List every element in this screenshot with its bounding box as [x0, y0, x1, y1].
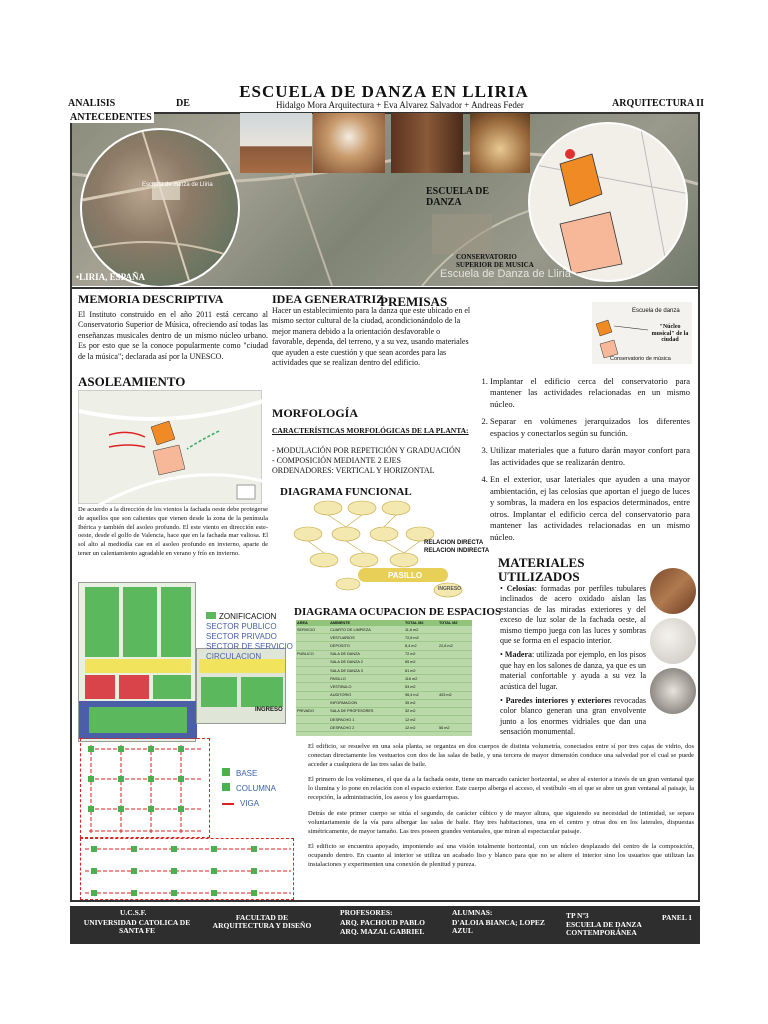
table-cell: 72,6 m2: [404, 634, 438, 642]
structure-legend: [222, 766, 276, 812]
table-cell: 22,8 m2: [438, 642, 472, 650]
table-row: [296, 716, 472, 724]
header-analisis: ANALISIS: [68, 98, 116, 109]
table-cell: [438, 699, 472, 707]
table-cell: [296, 691, 329, 699]
table-row: [296, 642, 472, 650]
table-cell: 53 m2: [404, 683, 438, 691]
header-de: DE: [176, 98, 190, 109]
materiales-title: MATERIALES UTILIZADOS: [498, 555, 585, 584]
table-cell: [296, 666, 329, 674]
table-cell: SALA DE DANZA: [329, 650, 404, 658]
sun-diagram-drawing: [79, 391, 263, 505]
table-header-cell: TOTAL M2: [438, 620, 472, 626]
material-item: • Celosías: formadas por perfiles tubulares inclinados de acero oxidado aíslan las estancias de las miradas exteriores y del exceso de luz solar de la fachada oeste, al mismo tiempo juega con las luces y sombras que se forma en el espacio interior.: [500, 584, 646, 645]
footer: [70, 906, 700, 944]
estructura-text: [308, 742, 694, 869]
premisas-list: [476, 376, 690, 549]
table-row: [296, 691, 472, 699]
header-antecedentes: ANTECEDENTES: [70, 112, 152, 123]
table-cell: 12 m2: [404, 724, 438, 732]
footer-faculty: FACULTAD DE ARQUITECTURA Y DISEÑO: [212, 913, 312, 931]
table-cell: 403 m2: [438, 691, 472, 699]
table-row: [296, 650, 472, 658]
zoning-plan: [78, 582, 196, 742]
premisa-item: 1. Implantar el edificio cerca del conservatorio para mantener las actividades relacionadas en un mismo núcleo.: [490, 376, 690, 410]
table-cell: PUBLICO: [296, 650, 329, 658]
table-cell: DESPACHO 2: [329, 724, 404, 732]
table-cell: [296, 675, 329, 683]
school-label: ESCUELA DE DANZA: [426, 186, 490, 208]
morfologia-item: - MODULACIÓN POR REPETICIÓN Y GRADUACIÓN: [272, 446, 461, 455]
premisa-item: 2. Separar en volúmenes jerarquizados los diferentes espacios y conectarlos según su función.: [490, 416, 690, 439]
header-course: ARQUITECTURA II: [612, 98, 704, 109]
ocupacion-table-body: [296, 626, 472, 732]
table-cell: AUDITORIO: [329, 691, 404, 699]
zoning-plan-drawing: [79, 583, 197, 743]
table-cell: PRIVADO: [296, 707, 329, 715]
table-cell: 8,4 m2: [404, 642, 438, 650]
table-cell: [438, 658, 472, 666]
city-streets: [82, 130, 240, 288]
footer-professor-1: ARQ. PACHOUD PABLO: [340, 918, 425, 927]
zoning-legend-item: SECTOR DE SERVICIO: [206, 642, 293, 651]
table-cell: [296, 634, 329, 642]
table-cell: SALA DE DANZA 2: [329, 658, 404, 666]
page-title: ESCUELA DE DANZA EN LLIRIA: [239, 82, 529, 101]
table-row: [296, 683, 472, 691]
structure-plan-2-drawing: [81, 839, 295, 901]
legend-indirect: RELACION INDIRECTA: [424, 547, 490, 554]
table-row: [296, 658, 472, 666]
table-cell: DESPACHO 1: [329, 716, 404, 724]
material-item: • Madera: utilizada por ejemplo, en los pisos que hay en los salones de danza, ya que es un material confortable y ayuda a su vez la acústica del lugar.: [500, 650, 646, 691]
table-cell: VESTUARIOS: [329, 634, 404, 642]
zoning-legend-item: CIRCULACION: [206, 652, 262, 661]
table-cell: [438, 666, 472, 674]
func-legend: [424, 540, 489, 555]
table-header-cell: TOTAL M2: [404, 620, 438, 626]
memoria-title: MEMORIA DESCRIPTIVA: [78, 292, 224, 306]
table-cell: [438, 634, 472, 642]
table-header-cell: AMBIENTE: [329, 620, 404, 626]
table-cell: 56 m2: [438, 724, 472, 732]
viga-swatch: [222, 803, 234, 805]
zoning-legend-title: ZONIFICACION: [206, 612, 293, 622]
table-row: [296, 675, 472, 683]
morfologia-subtitle: CARACTERÍSTICAS MORFOLÓGICAS DE LA PLANTA:: [272, 426, 469, 435]
estructura-paragraph: El edificio se encuentra apoyado, imponiendo así una visión totalmente horizontal, con un núcleo desplazado del centro de la composición, ocupando dentro. En cuanto al interior se utiliza un acabado liso y blanco para que no se altere el interior sino los usuarios que utilizan las instalaciones y experimenten una conexión de plenitud y pureza.: [308, 842, 694, 869]
asoleamiento-text: De acuerdo a la dirección de los vientos la fachada oeste debe protegerse de aquellos que son calientes que vienen desde la zona de la península Ibérica y también del asoleo profundo. El este viento en dirección este-oeste, desde el golfo de Valencia, hace que en la fachada mar valiosa. El sol alto al mediodía cae en el asoleo profundo en invierno, aparte de tener un calentamiento agradable en verano y frío en invierno.: [78, 506, 268, 557]
ocupacion-table-grid: [296, 620, 472, 732]
premisa-item: 3. Utilizar materiales que a futuro darán mayor confort para las actividades que se realizarán dentro.: [490, 445, 690, 468]
ocupacion-title: DIAGRAMA OCUPACION DE ESPACIOS: [294, 606, 502, 618]
lattice-photo: [313, 113, 385, 173]
footer-professor-2: ARQ. MAZAL GABRIEL: [340, 927, 425, 936]
table-cell: [296, 658, 329, 666]
footer-students-label: ALUMNAS:: [452, 908, 493, 917]
sun-diagram: [78, 390, 262, 504]
table-cell: 116 m2: [404, 675, 438, 683]
table-cell: PASILLO: [329, 675, 404, 683]
estructura-paragraph: El primero de los volúmenes, el que da a la fachada oeste, tiene un marcado carácter horizontal, se abre al exterior a través de un gran ventanal que lo ilumina y lo pone en relación con el espacio exterior. Este cuerpo alberga el acceso, el vestíbulo -en el que se abre un gran ventanal al paisaje, la recepción, la administración, los aseos y los guardarropas.: [308, 776, 694, 802]
ocupacion-table: [296, 620, 472, 736]
table-cell: 12 m2: [404, 716, 438, 724]
circle-caption: Escuela de danza de Llíria: [142, 182, 213, 188]
morfologia-title: MORFOLOGÍA: [272, 406, 358, 420]
table-cell: 81 m2: [404, 666, 438, 674]
table-row: [296, 634, 472, 642]
inset-conservatory-label: Conservatorio de música: [610, 356, 671, 362]
table-cell: [438, 683, 472, 691]
legend-direct: RELACION DIRECTA: [424, 540, 484, 546]
table-cell: [438, 675, 472, 683]
table-cell: SALA DE PROFESORES: [329, 707, 404, 715]
table-row: [296, 724, 472, 732]
dancer-photo: [650, 618, 696, 664]
legend-base: BASE: [222, 766, 276, 781]
table-cell: 35 m2: [404, 699, 438, 707]
materiales-list: [500, 584, 646, 737]
conservatory-label: CONSERVATORIO SUPERIOR DE MUSICA: [456, 253, 534, 269]
inset-school-label: Escuela de danza: [632, 308, 680, 314]
site-plan-circle: [528, 122, 688, 282]
footer-panel: PANEL 1: [661, 913, 693, 922]
site-plan-drawing: [530, 124, 688, 282]
footer-tp: TP Nº3: [566, 911, 589, 920]
morfologia-list: [272, 446, 462, 476]
header-architects: Hidalgo Mora Arquitectura + Eva Alvarez Salvador + Andreas Feder: [276, 100, 524, 110]
table-header-cell: AREA: [296, 620, 329, 626]
table-cell: [296, 642, 329, 650]
table-cell: [438, 707, 472, 715]
structure-plan-1: [80, 738, 210, 838]
estructura-paragraph: El edificio, se resuelve en una sola planta, se organiza en dos cuerpos de distinta volumetría, conectados entre sí por tres cajas de vidrio, dos conectan directamente los vestuarios con dos de las salas de baile, y una tercera de mayor dimensión conduce una salvedad por el cual se puede acceder a cualquiera de las tres salas de baile.: [308, 743, 694, 769]
premisas-title: PREMISAS: [380, 294, 448, 309]
table-row: [296, 666, 472, 674]
idea-title: IDEA GENERATRIZ: [272, 292, 385, 306]
structure-plan-2: [80, 838, 294, 900]
footer-tp-title: ESCUELA DE DANZA CONTEMPORÁNEA: [566, 920, 642, 938]
structure-plan-1-drawing: [81, 739, 211, 839]
interior-photo: [650, 668, 696, 714]
funcional-title: DIAGRAMA FUNCIONAL: [280, 486, 412, 498]
table-cell: 11,6 m2: [404, 626, 438, 634]
table-cell: [296, 699, 329, 707]
footer-university-short: U.C.S.F.: [120, 908, 147, 917]
zoning-ingreso: INGRESO: [255, 707, 283, 713]
table-cell: [438, 650, 472, 658]
legend-columna: COLUMNA: [222, 781, 276, 796]
map-watermark: Escuela de Danza de Lliria: [440, 268, 571, 280]
table-cell: VESTIBULO: [329, 683, 404, 691]
zoning-legend-item: SECTOR PUBLICO: [206, 622, 277, 631]
table-cell: DEPOSITO: [329, 642, 404, 650]
table-row: [296, 707, 472, 715]
material-item: • Paredes interiores y exteriores revocadas color blanco generan una gran envolvente junto a los enormes vidriales que dan una sensación monumental.: [500, 695, 646, 737]
exterior-photo: [240, 113, 312, 173]
table-cell: SALA DE DANZA 3: [329, 666, 404, 674]
idea-text: Hacer un establecimiento para la danza que este ubicado en el mismo sector cultural de la ciudad, acondicionándolo de la mejor manera debido a la orientación desfavorable o favorable, dependa, del terreno, y a su vez, usando materiales que ayuden a este cuestión y que sean acordes para las actividades que se realizan dentro del edificio.: [272, 306, 471, 367]
premisas-inset-map: [592, 302, 692, 364]
pasillo-label: PASILLO: [388, 571, 423, 580]
location-label: •LIRIA, ESPAÑA: [76, 272, 145, 282]
footer-students: D'ALOIA BIANCA; LOPEZ AZUL: [452, 918, 545, 936]
corridor-photo: [391, 113, 463, 173]
footer-professors-label: PROFESORES:: [340, 908, 393, 917]
dance-room-photo: [470, 113, 530, 173]
table-cell: 96,4 m2: [404, 691, 438, 699]
table-cell: [296, 683, 329, 691]
divider: [70, 287, 700, 289]
table-cell: [438, 716, 472, 724]
table-cell: SERVICIO: [296, 626, 329, 634]
footer-university: UNIVERSIDAD CATOLICA DE SANTA FE: [83, 918, 191, 936]
table-cell: [438, 626, 472, 634]
asoleamiento-title: ASOLEAMIENTO: [78, 374, 186, 389]
table-cell: [296, 716, 329, 724]
inset-nucleus-label: "Núcleo musical" de la ciudad: [651, 324, 689, 344]
table-cell: 65 m2: [404, 658, 438, 666]
zoning-legend-item: SECTOR PRIVADO: [206, 632, 277, 641]
table-cell: CUARTO DE LIMPIEZA: [329, 626, 404, 634]
memoria-text: El Instituto construido en el año 2011 está cercano al Conservatorio Superior de Música, ofreciendo así todas las enseñanzas musicales dentro de un mismo núcleo urbano. Es por esto que se la conoce popularmente como "ciudad de la música"; declarada así por la UNESCO.: [78, 310, 268, 361]
legend-swatch: [206, 612, 216, 619]
premisa-item: 4. En el exterior, usar lateriales que ayuden a una mayor ambientación, ej las celosías que aportan el juego de luces y sombras, la madera en los espacios determinados, entre otros. Implantar el edificio cerca del conservatorio para mantener las actividades relacionadas en un mismo núcleo.: [490, 474, 690, 543]
table-cell: 72 m2: [404, 650, 438, 658]
morfologia-item: - COMPOSICIÓN MEDIANTE 2 EJES ORDENADORES: VERTICAL Y HORIZONTAL: [272, 456, 435, 475]
city-map-circle: [80, 128, 240, 288]
columna-swatch: [222, 783, 230, 791]
table-cell: [296, 724, 329, 732]
func-ingreso-label: INGRESO: [438, 586, 462, 592]
wood-sample: [650, 568, 696, 614]
base-swatch: [222, 768, 230, 776]
table-row: [296, 699, 472, 707]
legend-viga: VIGA: [222, 796, 276, 811]
estructura-paragraph: Detrás de este primer cuerpo se sitúa el segundo, de carácter cúbico y de mayor altura, que siguiendo su necesidad de intimidad, se separa voluntariamente de la vía para albergar las salas de baile. Hay tres habitaciones, una en el centro y otras dos en los laterales, dispuestas simétricamente, de mayor tamaño. Las tres poseen grandes ventanales, que miran al espectacular paisaje.: [308, 809, 694, 835]
table-row: [296, 626, 472, 634]
table-cell: INFORMACION: [329, 699, 404, 707]
zoning-legend: [206, 612, 293, 662]
table-cell: 32 m2: [404, 707, 438, 715]
